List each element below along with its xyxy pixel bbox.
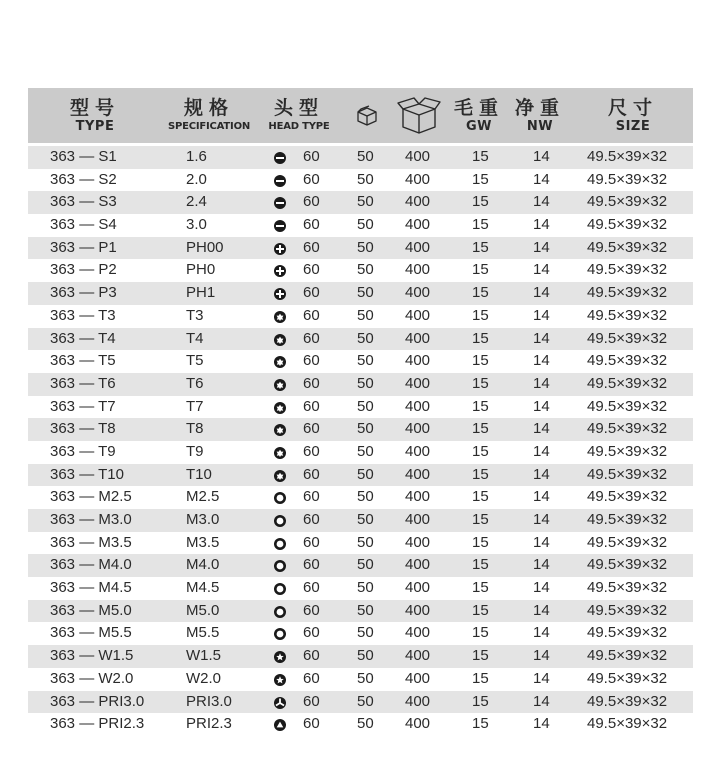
cell-qty: 60 [303,374,320,392]
cell-type: 363 — T4 [50,329,116,347]
cell-nw: 14 [533,306,550,324]
cell-outer-qty: 400 [405,692,431,710]
cell-inner-qty: 50 [357,533,374,551]
cell-nw: 14 [533,465,550,483]
cell-gw: 15 [472,601,489,619]
cell-type: 363 — S1 [50,148,117,165]
cell-gw: 15 [472,442,489,460]
cell-nw: 14 [533,601,550,619]
cell-spec: PH0 [186,261,216,279]
cell-inner-qty: 50 [357,374,374,392]
cell-gw: 15 [472,624,489,642]
cell-type: 363 — M4.0 [50,556,132,574]
cell-inner-qty: 50 [357,556,374,574]
header-head-en: HEAD TYPE [268,120,330,132]
table-row [28,373,693,396]
cell-inner-qty: 50 [357,216,374,234]
table-row [28,577,693,600]
table-row [28,305,693,328]
cell-gw: 15 [472,669,489,687]
cell-size: 49.5×39×32 [587,624,668,642]
cell-qty: 60 [303,216,320,234]
table-row [28,146,693,169]
header-type [50,88,140,143]
cell-outer-qty: 400 [405,397,431,415]
cell-size: 49.5×39×32 [587,261,668,279]
cell-inner-qty: 50 [357,397,374,415]
cell-spec: T6 [186,374,204,392]
table-row [28,486,693,509]
cell-size: 49.5×39×32 [587,601,668,619]
cell-inner-qty: 50 [357,284,374,302]
cell-size: 49.5×39×32 [587,284,668,302]
cell-spec: T7 [186,397,204,415]
cell-gw: 15 [472,511,489,528]
table-row [28,713,693,736]
cell-qty: 60 [303,442,320,460]
cell-outer-qty: 400 [405,374,431,392]
cell-qty: 60 [303,148,320,165]
cell-type: 363 — P2 [50,261,117,279]
torx-head-icon [273,350,287,373]
cell-gw: 15 [472,216,489,234]
cell-type: 363 — S2 [50,170,117,188]
cell-inner-qty: 50 [357,511,374,528]
cell-inner-qty: 50 [357,170,374,188]
cell-qty: 60 [303,397,320,415]
cell-size: 49.5×39×32 [587,488,668,506]
cell-gw: 15 [472,488,489,506]
torx-head-icon [273,305,287,328]
cell-type: 363 — M2.5 [50,488,132,506]
cell-qty: 60 [303,715,320,733]
slotted-head-icon [273,191,287,214]
cell-inner-qty: 50 [357,692,374,710]
slotted-head-icon [273,146,287,169]
phillips-head-icon [273,282,287,305]
header-type-en: TYPE [75,118,115,134]
header-spec-en: SPECIFICATION [167,120,251,132]
cell-spec: T10 [186,465,212,483]
cell-nw: 14 [533,442,550,460]
cell-inner-qty: 50 [357,601,374,619]
cell-type: 363 — PRI2.3 [50,715,145,733]
cell-inner-qty: 50 [357,647,374,665]
cell-type: 363 — PRI3.0 [50,692,145,710]
table-row [28,691,693,714]
table-row [28,214,693,237]
cell-size: 49.5×39×32 [587,556,668,574]
small-box-icon [351,88,383,143]
cell-outer-qty: 400 [405,579,431,597]
cell-size: 49.5×39×32 [587,442,668,460]
cell-qty: 60 [303,261,320,279]
cell-nw: 14 [533,216,550,234]
cell-size: 49.5×39×32 [587,692,668,710]
cell-gw: 15 [472,647,489,665]
table-body [28,146,693,736]
cell-nw: 14 [533,715,550,733]
cell-inner-qty: 50 [357,193,374,211]
cell-nw: 14 [533,556,550,574]
cell-nw: 14 [533,488,550,506]
cell-qty: 60 [303,465,320,483]
phillips-head-icon [273,237,287,260]
cell-gw: 15 [472,715,489,733]
cell-type: 363 — M5.5 [50,624,132,642]
cell-gw: 15 [472,306,489,324]
cell-qty: 60 [303,284,320,302]
cell-gw: 15 [472,261,489,279]
cell-spec: PRI2.3 [186,715,232,733]
header-nw [515,88,565,143]
cell-gw: 15 [472,579,489,597]
header-size-en: SIZE [615,118,651,134]
torx-head-icon [273,441,287,464]
cell-type: 363 — S4 [50,216,117,234]
cell-outer-qty: 400 [405,533,431,551]
cell-gw: 15 [472,465,489,483]
cell-spec: W2.0 [186,669,222,687]
hex-head-icon [273,600,287,623]
cell-outer-qty: 400 [405,306,431,324]
torx-head-icon [273,328,287,351]
cell-size: 49.5×39×32 [587,352,668,370]
cell-size: 49.5×39×32 [587,465,668,483]
cell-spec: M4.0 [186,556,220,574]
cell-gw: 15 [472,374,489,392]
cell-type: 363 — T9 [50,442,116,460]
cell-type: 363 — W1.5 [50,647,134,665]
cell-size: 49.5×39×32 [587,238,668,256]
header-gw-en: GW [465,118,492,134]
cell-outer-qty: 400 [405,601,431,619]
torx-head-icon [273,464,287,487]
cell-nw: 14 [533,511,550,528]
cell-type: 363 — T10 [50,465,124,483]
cell-nw: 14 [533,647,550,665]
cell-inner-qty: 50 [357,579,374,597]
cell-gw: 15 [472,556,489,574]
table-row [28,645,693,668]
cell-inner-qty: 50 [357,329,374,347]
header-head-type [264,88,334,143]
cell-spec: M5.0 [186,601,220,619]
table-row [28,328,693,351]
header-head-zh: 头型 [273,96,324,119]
header-gw-zh: 毛重 [454,96,505,119]
header-nw-en: NW [526,118,554,134]
cell-qty: 60 [303,329,320,347]
cell-nw: 14 [533,692,550,710]
cell-nw: 14 [533,624,550,642]
cell-type: 363 — M4.5 [50,579,132,597]
cell-qty: 60 [303,306,320,324]
cell-spec: PH00 [186,238,224,256]
cell-size: 49.5×39×32 [587,420,668,438]
cell-spec: M4.5 [186,579,220,597]
cell-spec: M3.5 [186,533,220,551]
table-row [28,169,693,192]
hex-head-icon [273,532,287,555]
cell-outer-qty: 400 [405,624,431,642]
cell-outer-qty: 400 [405,261,431,279]
cell-type: 363 — S3 [50,193,117,211]
cell-nw: 14 [533,579,550,597]
cell-nw: 14 [533,374,550,392]
table-row [28,191,693,214]
cell-spec: T9 [186,442,204,460]
table-row [28,464,693,487]
cell-size: 49.5×39×32 [587,533,668,551]
cell-qty: 60 [303,556,320,574]
cell-qty: 60 [303,692,320,710]
cell-nw: 14 [533,329,550,347]
cell-inner-qty: 50 [357,465,374,483]
table-row [28,622,693,645]
cell-gw: 15 [472,284,489,302]
table-row [28,554,693,577]
cell-outer-qty: 400 [405,669,431,687]
torx-head-icon [273,396,287,419]
cell-type: 363 — W2.0 [50,669,134,687]
cell-outer-qty: 400 [405,238,431,256]
cell-inner-qty: 50 [357,442,374,460]
cell-type: 363 — P3 [50,284,117,302]
cell-spec: 3.0 [186,216,207,234]
cell-spec: 2.0 [186,170,207,188]
cell-inner-qty: 50 [357,715,374,733]
torx-head-icon [273,418,287,441]
cell-type: 363 — M3.5 [50,533,132,551]
cell-inner-qty: 50 [357,238,374,256]
cell-nw: 14 [533,238,550,256]
cell-inner-qty: 50 [357,306,374,324]
cell-size: 49.5×39×32 [587,397,668,415]
table-row [28,237,693,260]
cell-nw: 14 [533,352,550,370]
cell-nw: 14 [533,148,550,165]
cell-gw: 15 [472,397,489,415]
cell-spec: M5.5 [186,624,220,642]
cell-gw: 15 [472,352,489,370]
cell-gw: 15 [472,193,489,211]
table-row [28,282,693,305]
cell-outer-qty: 400 [405,216,431,234]
cell-qty: 60 [303,352,320,370]
table-row [28,441,693,464]
cell-outer-qty: 400 [405,715,431,733]
cell-spec: W1.5 [186,647,222,665]
table-row [28,418,693,441]
cell-spec: 1.6 [186,148,207,165]
cell-gw: 15 [472,329,489,347]
cell-outer-qty: 400 [405,352,431,370]
cell-qty: 60 [303,238,320,256]
cell-outer-qty: 400 [405,170,431,188]
cell-nw: 14 [533,261,550,279]
cell-qty: 60 [303,601,320,619]
cell-type: 363 — M3.0 [50,511,132,528]
table-header [28,88,693,143]
cell-inner-qty: 50 [357,261,374,279]
cell-outer-qty: 400 [405,148,431,165]
cell-nw: 14 [533,170,550,188]
cell-outer-qty: 400 [405,556,431,574]
cell-size: 49.5×39×32 [587,148,668,165]
cell-qty: 60 [303,193,320,211]
hex-head-icon [273,577,287,600]
table-row [28,532,693,555]
cell-spec: PRI3.0 [186,692,232,710]
header-size-zh: 尺寸 [607,96,658,119]
cell-spec: T8 [186,420,204,438]
slotted-head-icon [273,214,287,237]
cell-size: 49.5×39×32 [587,511,668,528]
cell-qty: 60 [303,533,320,551]
cell-inner-qty: 50 [357,669,374,687]
torx-head-icon [273,373,287,396]
cell-outer-qty: 400 [405,488,431,506]
cell-gw: 15 [472,692,489,710]
cell-gw: 15 [472,170,489,188]
cell-type: 363 — T3 [50,306,116,324]
cell-nw: 14 [533,669,550,687]
cell-qty: 60 [303,170,320,188]
table-row [28,509,693,532]
header-spec-zh: 规格 [183,96,234,119]
hex-head-icon [273,622,287,645]
cell-inner-qty: 50 [357,624,374,642]
cell-size: 49.5×39×32 [587,329,668,347]
cell-spec: T3 [186,306,204,324]
cell-size: 49.5×39×32 [587,306,668,324]
cell-outer-qty: 400 [405,442,431,460]
cell-nw: 14 [533,420,550,438]
table-row [28,396,693,419]
cell-outer-qty: 400 [405,465,431,483]
cell-size: 49.5×39×32 [587,216,668,234]
cell-type: 363 — M5.0 [50,601,132,619]
cell-nw: 14 [533,193,550,211]
cell-nw: 14 [533,397,550,415]
cell-spec: T4 [186,329,204,347]
cell-spec: M2.5 [186,488,220,506]
hex-head-icon [273,554,287,577]
hex-head-icon [273,486,287,509]
cell-size: 49.5×39×32 [587,374,668,392]
cell-spec: T5 [186,352,204,370]
cell-inner-qty: 50 [357,488,374,506]
cell-qty: 60 [303,624,320,642]
carton-box-icon [394,88,444,143]
cell-gw: 15 [472,420,489,438]
cell-size: 49.5×39×32 [587,170,668,188]
cell-size: 49.5×39×32 [587,647,668,665]
cell-qty: 60 [303,488,320,506]
cell-spec: 2.4 [186,193,207,211]
cell-inner-qty: 50 [357,420,374,438]
cell-type: 363 — T5 [50,352,116,370]
cell-outer-qty: 400 [405,420,431,438]
header-size [598,88,668,143]
cell-qty: 60 [303,420,320,438]
cell-spec: M3.0 [186,511,220,528]
header-type-zh: 型号 [69,96,120,119]
cell-qty: 60 [303,647,320,665]
cell-spec: PH1 [186,284,216,302]
spec-table [28,88,693,736]
pentalobe-head-icon [273,668,287,691]
cell-outer-qty: 400 [405,193,431,211]
phillips-head-icon [273,259,287,282]
cell-inner-qty: 50 [357,148,374,165]
hex-head-icon [273,509,287,532]
cell-nw: 14 [533,284,550,302]
header-nw-zh: 净重 [515,96,566,119]
cell-type: 363 — T8 [50,420,116,438]
triangle-head-icon [273,713,287,736]
cell-gw: 15 [472,238,489,256]
cell-outer-qty: 400 [405,647,431,665]
tri-wing-head-icon [273,691,287,714]
cell-nw: 14 [533,533,550,551]
cell-type: 363 — T7 [50,397,116,415]
table-row [28,600,693,623]
cell-size: 49.5×39×32 [587,669,668,687]
cell-outer-qty: 400 [405,329,431,347]
cell-qty: 60 [303,579,320,597]
cell-outer-qty: 400 [405,511,431,528]
slotted-head-icon [273,169,287,192]
table-row [28,350,693,373]
cell-inner-qty: 50 [357,352,374,370]
cell-size: 49.5×39×32 [587,715,668,733]
pentalobe-head-icon [273,645,287,668]
cell-size: 49.5×39×32 [587,579,668,597]
cell-type: 363 — P1 [50,238,117,256]
cell-type: 363 — T6 [50,374,116,392]
cell-outer-qty: 400 [405,284,431,302]
table-row [28,259,693,282]
table-row [28,668,693,691]
cell-qty: 60 [303,669,320,687]
cell-qty: 60 [303,511,320,528]
cell-gw: 15 [472,148,489,165]
header-gw [454,88,504,143]
cell-size: 49.5×39×32 [587,193,668,211]
header-spec [164,88,254,143]
cell-gw: 15 [472,533,489,551]
